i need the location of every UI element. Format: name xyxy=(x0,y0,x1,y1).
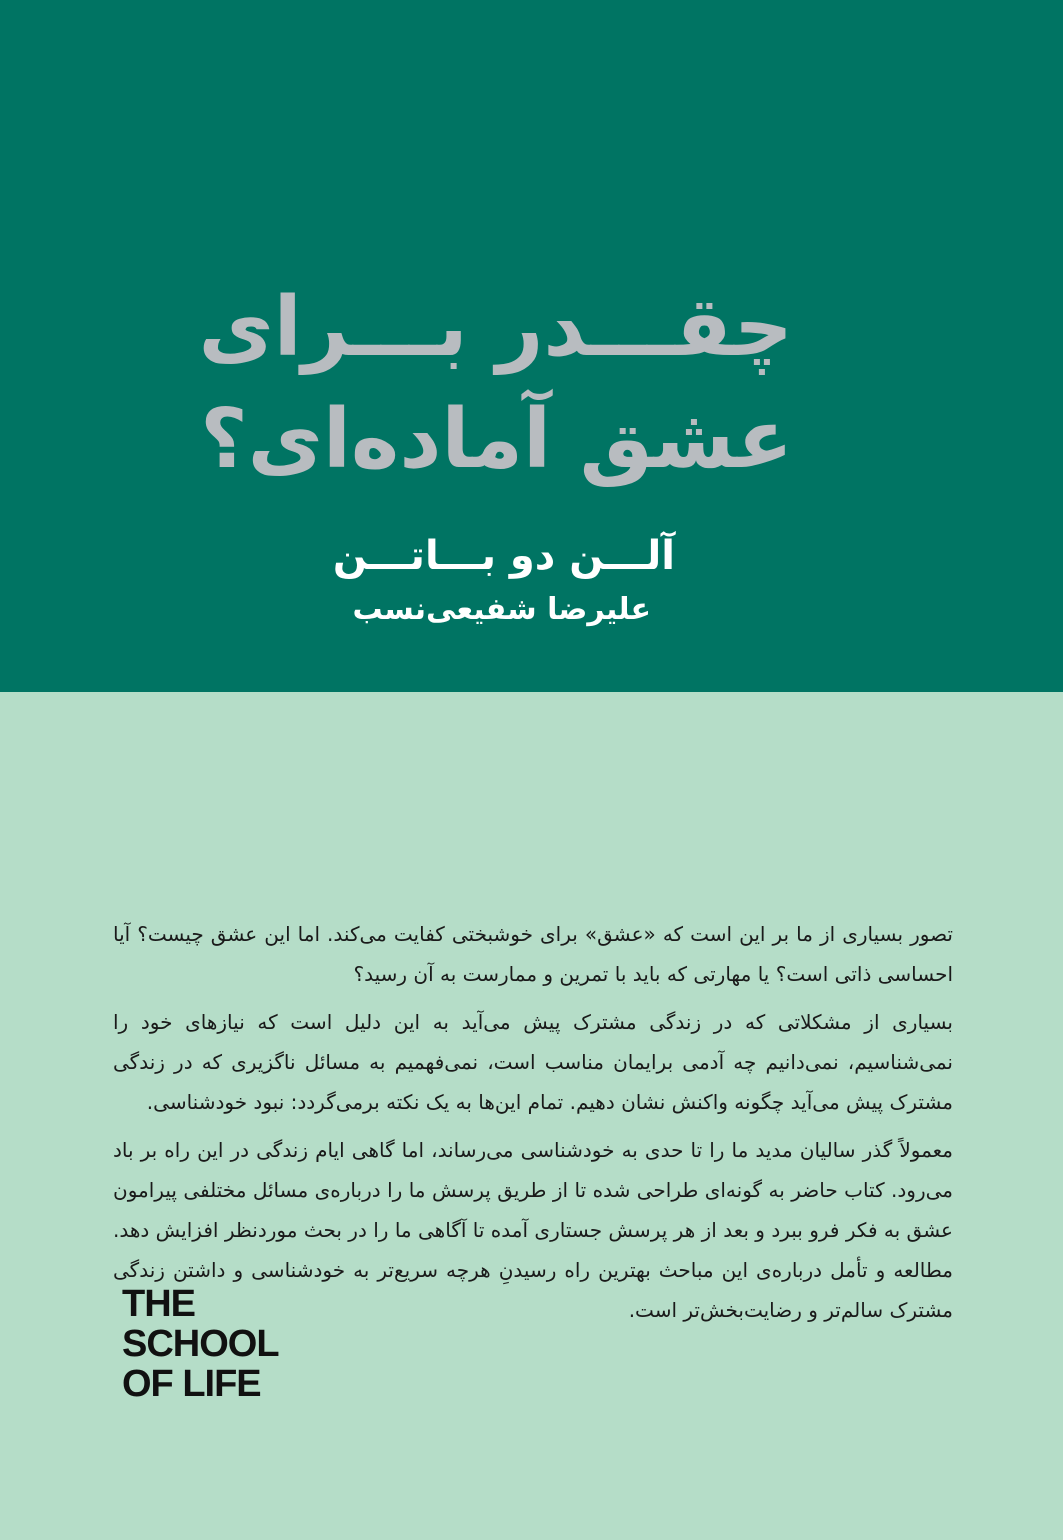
book-title xyxy=(193,272,793,496)
translator-name: علیرضا شفیعی‌نسب xyxy=(352,592,651,627)
top-color-band xyxy=(0,0,1063,692)
blurb-paragraph-3: معمولاً گذر سالیان مدید ما را تا حدی به خودشناسی می‌رساند، اما گاهی ایام زندگی در این راه بر باد می‌رود. کتاب حاضر به گونه‌ای طراحی شده تا از طریق پرسش ما را درباره‌ی مسائل مختلفی پیرامون عشق به فکر فرو ببرد و بعد از هر پرسش جستاری آمده تا آگاهی ما را در بحث موردنظر افزایش دهد. مطالعه و تأمل درباره‌ی این مباحث بهترین راه رسیدنِ هرچه سریع‌تر به خودشناسی و داشتن زندگی مشترک سالم‌تر و رضایت‌بخش‌تر است. xyxy=(113,1138,953,1322)
author-name: آلـــن دو بـــاتـــن xyxy=(332,533,675,579)
title-line-1: چقـــدر بـــرای xyxy=(198,280,793,375)
blurb-paragraph-1: تصور بسیاری از ما بر این است که «عشق» برای خوشبختی کفایت می‌کند. اما این عشق چیست؟ آیا احساسی ذاتی است؟ یا مهارتی که باید با تمرین و ممارست به آن رسید؟ xyxy=(113,922,953,986)
back-blurb xyxy=(113,914,953,1338)
logo-line-1: THE xyxy=(122,1283,195,1325)
logo-line-3: OF LIFE xyxy=(122,1363,261,1405)
logo-line-2: SCHOOL xyxy=(122,1323,279,1365)
school-of-life-logo xyxy=(122,1284,302,1404)
blurb-paragraph-2: بسیاری از مشکلاتی که در زندگی مشترک پیش می‌آید به این دلیل است که نیازهای خود را نمی‌شناسیم، نمی‌دانیم چه آدمی برایمان مناسب است، نمی‌فهمیم به مسائل ناگزیری که در زندگی مشترک پیش می‌آید چگونه واکنش نشان دهیم. تمام این‌ها به یک نکته برمی‌گردد: نبود خودشناسی. xyxy=(113,1010,953,1114)
title-line-2: عشق آماده‌ای؟ xyxy=(200,392,793,487)
